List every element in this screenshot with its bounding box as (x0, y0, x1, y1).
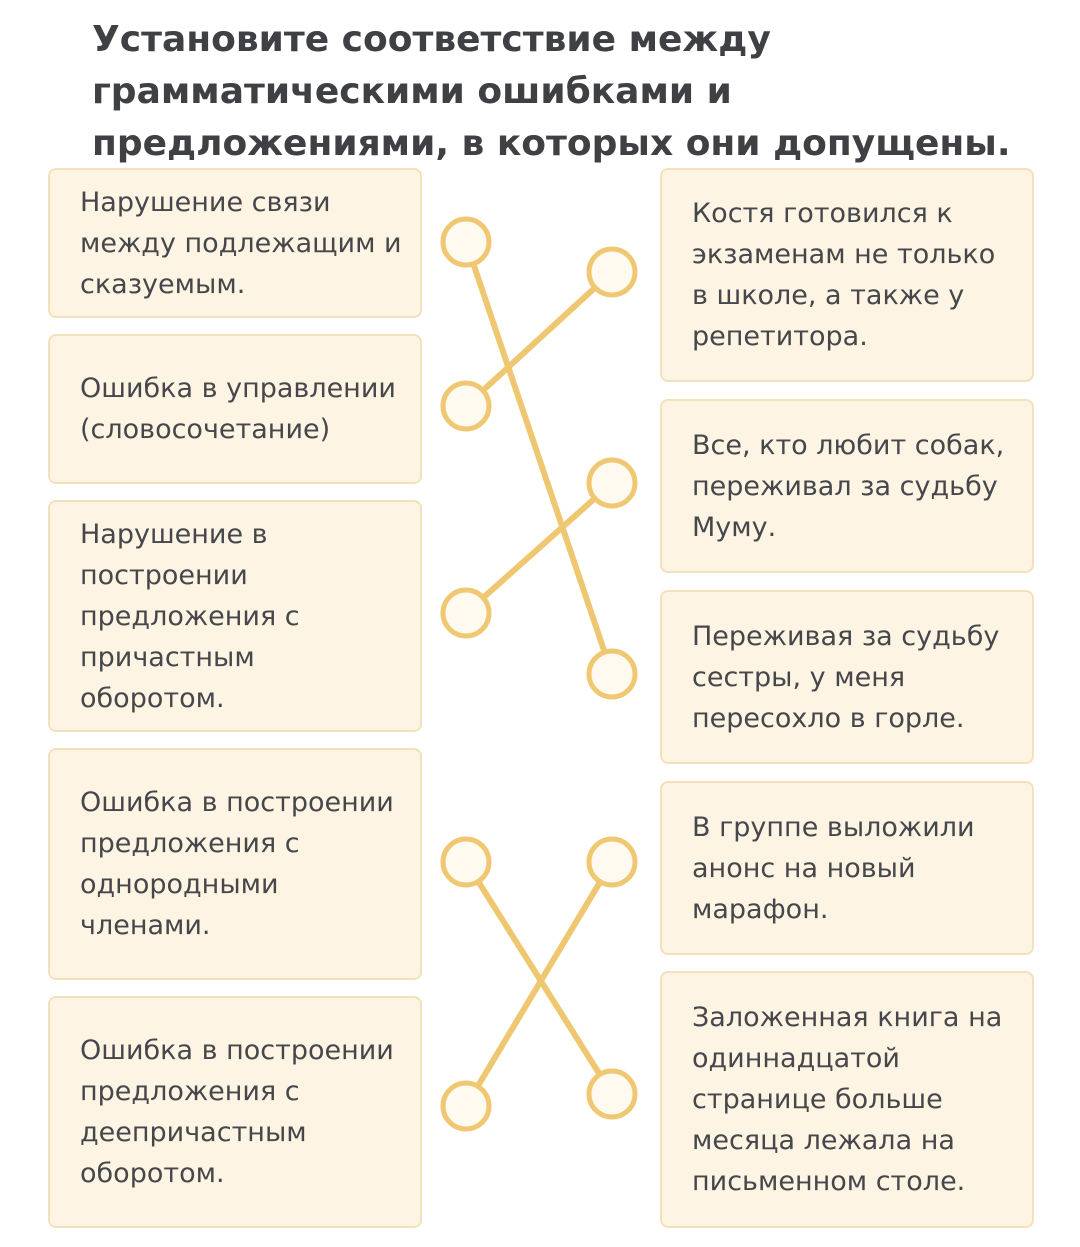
right-card-label: Костя готовился к экзаменам не только в школе, а также у репетитора. (692, 198, 996, 352)
left-connector-dot-2[interactable] (443, 383, 489, 429)
right-card-2[interactable] (660, 399, 1034, 573)
left-card-1[interactable] (48, 168, 422, 318)
right-card-4[interactable] (660, 781, 1034, 955)
left-card-2[interactable] (48, 334, 422, 484)
connection-line (466, 483, 612, 613)
left-card-label: Ошибка в построении предложения с однородными членами. (80, 787, 394, 941)
left-card-label: Нарушение в построении предложения с причастным оборотом. (80, 518, 300, 714)
right-card-label: В группе выложили анонс на новый марафон. (692, 811, 975, 925)
connection-line (466, 272, 612, 406)
left-connector-dot-3[interactable] (443, 590, 489, 636)
right-card-label: Все, кто любит собак, переживал за судьбу Муму. (692, 429, 1005, 543)
right-card-label: Переживая за судьбу сестры, у меня пересохло в горле. (692, 620, 1000, 734)
right-connector-dot-2[interactable] (589, 460, 635, 506)
right-connector-dot-3[interactable] (589, 651, 635, 697)
left-card-4[interactable] (48, 748, 422, 980)
right-card-5[interactable] (660, 971, 1034, 1228)
left-card-label: Нарушение связи между подлежащим и сказуемым. (80, 186, 402, 300)
right-connector-dot-5[interactable] (589, 1071, 635, 1117)
left-connector-dot-1[interactable] (443, 219, 489, 265)
left-connector-dot-5[interactable] (443, 1083, 489, 1129)
right-connector-dot-4[interactable] (589, 839, 635, 885)
left-card-label: Ошибка в построении предложения с деепричастным оборотом. (80, 1035, 394, 1189)
left-card-5[interactable] (48, 996, 422, 1228)
left-card-label: Ошибка в управлении (словосочетание) (80, 373, 396, 445)
right-connector-dot-1[interactable] (589, 249, 635, 295)
left-card-3[interactable] (48, 500, 422, 732)
right-card-3[interactable] (660, 590, 1034, 764)
right-card-1[interactable] (660, 168, 1034, 382)
right-card-label: Заложенная книга на одиннадцатой странице больше месяца лежала на письменном столе. (692, 1002, 1003, 1197)
left-connector-dot-4[interactable] (443, 839, 489, 885)
question-title: Установите соответствие между грамматическими ошибками и предложениями, в которых они допущены. (92, 19, 1011, 164)
